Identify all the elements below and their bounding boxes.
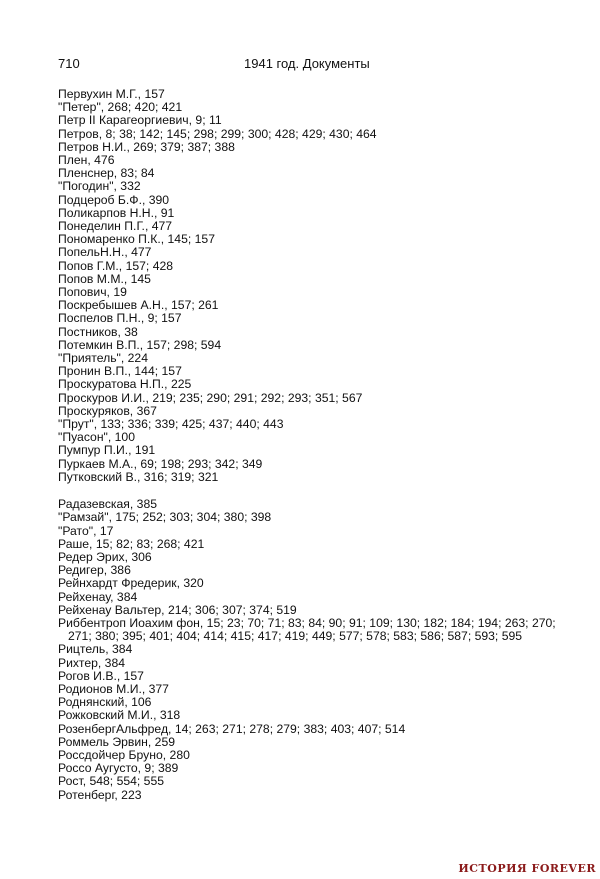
page-number: 710 <box>58 56 80 71</box>
section-gap <box>58 484 568 498</box>
index-entry: Пронин В.П., 144; 157 <box>58 364 182 379</box>
index-entry: "Прут", 133; 336; 339; 425; 437; 440; 443 <box>58 417 284 432</box>
index-entry: "Пуасон", 100 <box>58 430 135 445</box>
index-entry: Рогов И.В., 157 <box>58 668 144 683</box>
index-entry: Попович, 19 <box>58 285 127 300</box>
index-entry: Редер Эрих, 306 <box>58 549 152 564</box>
index-entry: Рост, 548; 554; 555 <box>58 774 165 789</box>
index-entry: Пономаренко П.К., 145; 157 <box>58 232 215 247</box>
index-entry: Проскуратова Н.П., 225 <box>58 377 192 392</box>
index-entry: РозенбергАльфред, 14; 263; 271; 278; 279; 383; 403; 407; 514 <box>58 721 406 736</box>
index-entry: Рожковский М.И., 318 <box>58 708 181 723</box>
index-entry: Поликарпов Н.Н., 91 <box>58 205 175 220</box>
index-entry: Редигер, 386 <box>58 563 131 578</box>
index-entry: Первухин М.Г., 157 <box>58 87 165 101</box>
index-entry: Подцероб Б.Ф., 390 <box>58 192 170 207</box>
name-index-list <box>58 88 568 802</box>
running-title: 1941 год. Документы <box>244 56 370 71</box>
index-entry: Раше, 15; 82; 83; 268; 421 <box>58 536 205 551</box>
index-entry: "Приятель", 224 <box>58 351 148 366</box>
index-entry: Пленснер, 83; 84 <box>58 166 155 181</box>
index-entry: Постников, 38 <box>58 324 138 339</box>
index-entry: Радазевская, 385 <box>58 497 157 512</box>
index-entry: Россдойчер Бруно, 280 <box>58 747 190 762</box>
index-entry: Родионов М.И., 377 <box>58 681 169 696</box>
index-entry: Петров Н.И., 269; 379; 387; 388 <box>58 139 235 154</box>
index-entry: Путковский В., 316; 319; 321 <box>58 469 219 484</box>
index-entry: Рейнхардт Фредерик, 320 <box>58 576 204 591</box>
index-entry: Поспелов П.Н., 9; 157 <box>58 311 182 326</box>
index-entry: Риббентроп Иоахим фон, 15; 23; 70; 71; 83; 84; 90; 91; 109; 130; 182; 184; 194; 263; 270; 271; 380; 395; 401; 404; 414; 415; 417; 419; 449; 577; 578; 583; 586; 587; 593; 595 <box>58 615 556 644</box>
index-entry: ПопельН.Н., 477 <box>58 245 152 260</box>
index-entry: "Петер", 268; 420; 421 <box>58 100 183 115</box>
index-entry: Поскребышев А.Н., 157; 261 <box>58 298 219 313</box>
index-entry: Петров, 8; 38; 142; 145; 298; 299; 300; 428; 429; 430; 464 <box>58 126 377 141</box>
index-entry: Роммель Эрвин, 259 <box>58 734 176 749</box>
index-entry: Проскуров И.И., 219; 235; 290; 291; 292; 293; 351; 567 <box>58 390 363 405</box>
index-entry: Рейхенау Вальтер, 214; 306; 307; 374; 519 <box>58 602 297 617</box>
index-entry: Ротенберг, 223 <box>58 787 142 802</box>
watermark-logo: ИСТОРИЯ FOREVER <box>458 862 596 875</box>
index-entry: Потемкин В.П., 157; 298; 594 <box>58 337 222 352</box>
index-entry: "Рамзай", 175; 252; 303; 304; 380; 398 <box>58 510 272 525</box>
index-entry: Роднянский, 106 <box>58 695 152 710</box>
index-entry: Рейхенау, 384 <box>58 589 138 604</box>
index-entry: "Погодин", 332 <box>58 179 141 194</box>
index-entry: Пумпур П.И., 191 <box>58 443 156 458</box>
index-entry: "Рато", 17 <box>58 523 114 538</box>
index-entry: Пуркаев М.А., 69; 198; 293; 342; 349 <box>58 456 263 471</box>
index-entry: Рихтер, 384 <box>58 655 126 670</box>
index-entry: Проскуряков, 367 <box>58 403 157 418</box>
index-entry: Плен, 476 <box>58 153 115 168</box>
index-entry: Петр II Карагеоргиевич, 9; 11 <box>58 113 222 128</box>
index-entry: Понеделин П.Г., 477 <box>58 219 173 234</box>
index-entry: Рицтель, 384 <box>58 642 133 657</box>
index-entry: Попов М.М., 145 <box>58 271 151 286</box>
index-entry: Попов Г.М., 157; 428 <box>58 258 174 273</box>
index-entry: Россо Аугусто, 9; 389 <box>58 761 179 776</box>
